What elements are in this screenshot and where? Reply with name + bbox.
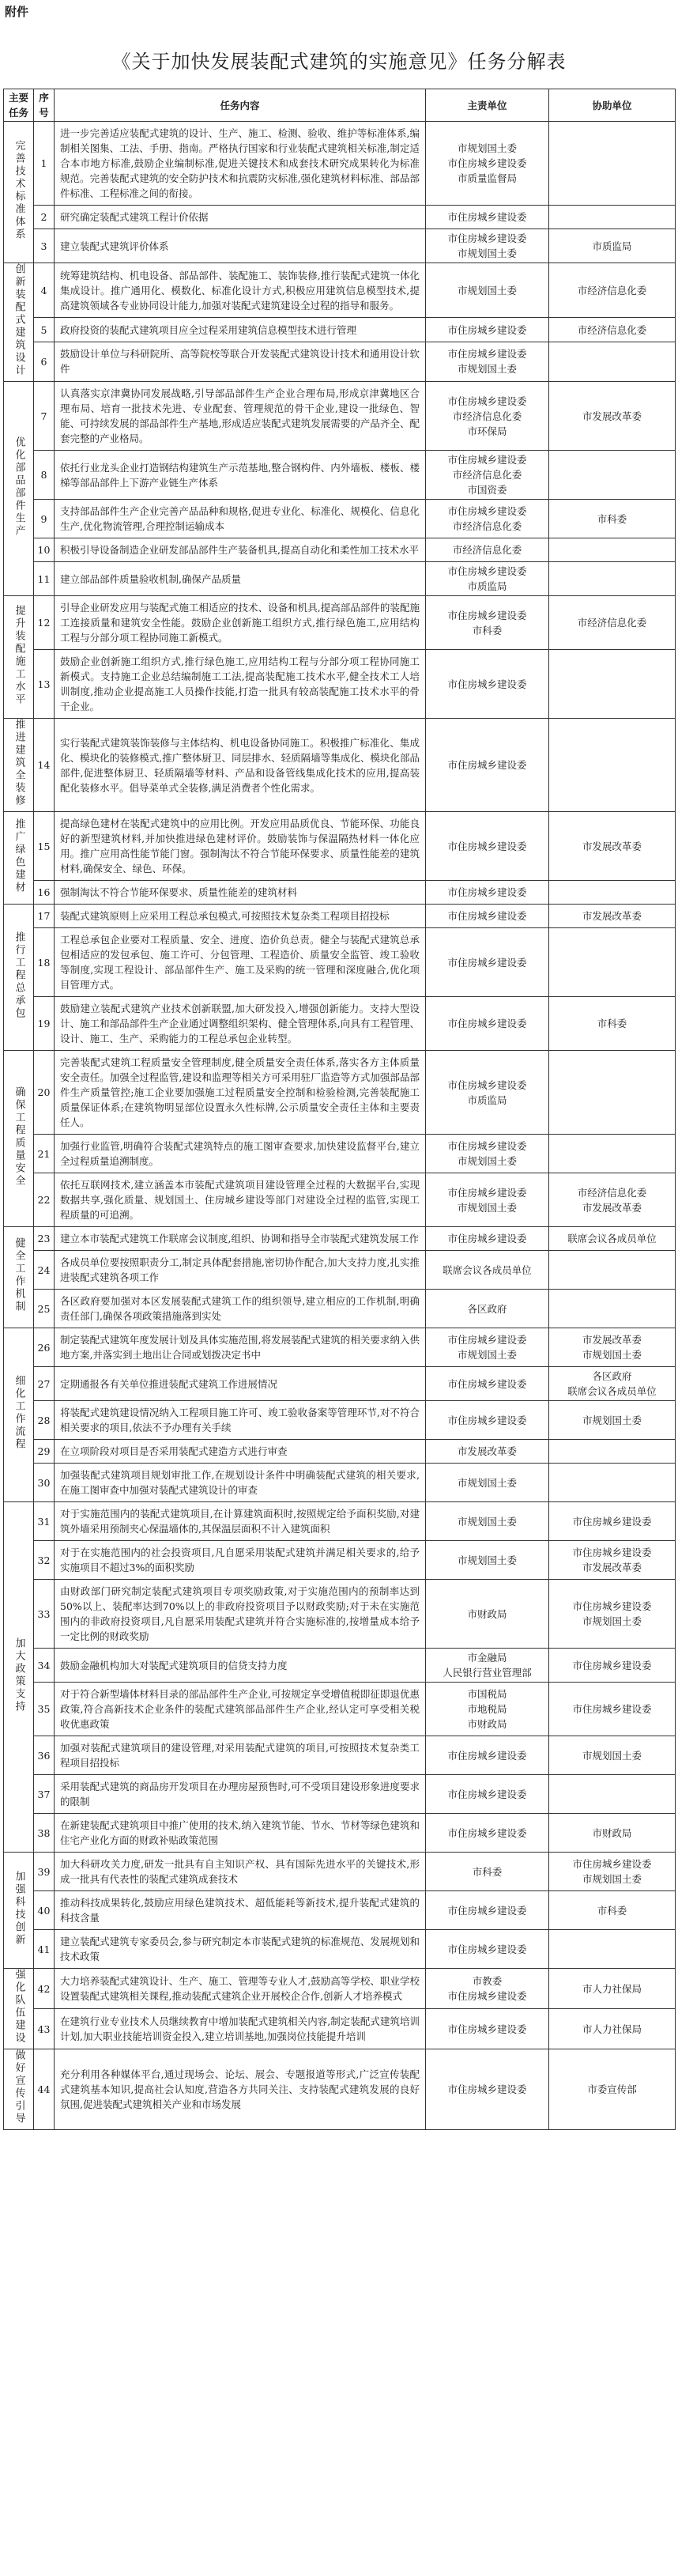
- table-row: [4, 451, 676, 500]
- header-lead: 主责单位: [426, 89, 549, 122]
- task-group-name: 强化队伍建设: [13, 1969, 25, 2045]
- table-row: [4, 2049, 676, 2130]
- row-number: 21: [34, 1135, 55, 1173]
- task-content: 强制淘汰不符合节能环保要求、质量性能差的建筑材料: [55, 881, 426, 905]
- lead-unit: 联席会议各成员单位: [426, 1251, 549, 1290]
- assist-unit: 市委宣传部: [549, 2049, 676, 2130]
- task-group-cell: [4, 2049, 34, 2130]
- row-number: 4: [34, 263, 55, 318]
- task-content: 建立装配式建筑评价体系: [55, 229, 426, 263]
- task-content: 引导企业研发应用与装配式施工相适应的技术、设备和机具,提高部品部件的装配施工连接质量和建筑安全性能。鼓励企业创新施工组织方式,推行绿色施工,应用结构工程与分部分项工程协同施工新模式。: [55, 596, 426, 650]
- assist-unit: [549, 1775, 676, 1814]
- assist-unit: [549, 928, 676, 997]
- lead-unit: 市住房城乡建设委 市质监局: [426, 562, 549, 596]
- table-row: [4, 1891, 676, 1930]
- task-content: 积极引导设备制造企业研发部品部件生产装备机具,提高自动化和柔性加工技术水平: [55, 538, 426, 562]
- page-title: 《关于加快发展装配式建筑的实施意见》任务分解表: [111, 51, 567, 73]
- table-row: [4, 1930, 676, 1969]
- task-content: 加大科研攻关力度,研发一批具有自主知识产权、具有国际先进水平的关键技术,形成一批具有代表性的装配式建筑成套技术: [55, 1853, 426, 1891]
- table-row: [4, 1775, 676, 1814]
- row-number: 28: [34, 1401, 55, 1440]
- task-group-name: 加强科技创新: [13, 1870, 25, 1947]
- lead-unit: 市规划国土委: [426, 1541, 549, 1580]
- lead-unit: 市住房城乡建设委: [426, 318, 549, 342]
- lead-unit: 市住房城乡建设委 市规划国土委: [426, 229, 549, 263]
- row-number: 13: [34, 650, 55, 719]
- row-number: 36: [34, 1736, 55, 1775]
- assist-unit: 市住房城乡建设委: [549, 1683, 676, 1736]
- lead-unit: 市住房城乡建设委: [426, 1891, 549, 1930]
- task-group-name: 完善技术标准体系: [13, 139, 25, 241]
- row-number: 23: [34, 1227, 55, 1251]
- task-group-name: 推行工程总承包: [13, 931, 25, 1020]
- assist-unit: 市人力社保局: [549, 1969, 676, 2009]
- task-content: 统筹建筑结构、机电设备、部品部件、装配施工、装饰装修,推行装配式建筑一体化集成设计。推广通用化、模数化、标准化设计方式,积极应用建筑信息模型技术,提高建筑领域各专业协同设计能力,加强对装配式建筑建设全过程的指导和服务。: [55, 263, 426, 318]
- lead-unit: 市住房城乡建设委: [426, 881, 549, 905]
- row-number: 19: [34, 997, 55, 1051]
- assist-unit: 市人力社保局: [549, 2009, 676, 2049]
- lead-unit: 市住房城乡建设委: [426, 206, 549, 229]
- task-group-cell: [4, 1969, 34, 2049]
- lead-unit: 市住房城乡建设委 市科委: [426, 596, 549, 650]
- table-row: [4, 538, 676, 562]
- row-number: 38: [34, 1814, 55, 1853]
- assist-unit: [549, 122, 676, 206]
- lead-unit: 市住房城乡建设委: [426, 2049, 549, 2130]
- row-number: 24: [34, 1251, 55, 1290]
- lead-unit: 市住房城乡建设委 市规划国土委: [426, 1173, 549, 1227]
- row-number: 39: [34, 1853, 55, 1891]
- lead-unit: 市住房城乡建设委: [426, 1401, 549, 1440]
- header-task: 任务内容: [55, 89, 426, 122]
- row-number: 31: [34, 1502, 55, 1541]
- assist-unit: [549, 650, 676, 719]
- task-group-cell: [4, 719, 34, 812]
- task-content: 认真落实京津冀协同发展战略,引导部品部件生产企业合理布局,形成京津冀地区合理布局、培育一批技术先进、专业配套、管理规范的骨干企业,建设一批绿色、智能、可持续发展的部品部件生产基地,形成适应装配式建筑发展需要的产品齐全、配套完整的产业格局。: [55, 382, 426, 451]
- assist-unit: 联席会议各成员单位: [549, 1227, 676, 1251]
- task-group-name: 推广绿色建材: [13, 818, 25, 894]
- row-number: 12: [34, 596, 55, 650]
- assist-unit: 市发展改革委 市规划国土委: [549, 1328, 676, 1367]
- row-number: 17: [34, 905, 55, 928]
- task-content: 鼓励金融机构加大对装配式建筑项目的信贷支持力度: [55, 1649, 426, 1683]
- row-number: 15: [34, 812, 55, 881]
- task-content: 定期通报各有关单位推进装配式建筑工作进展情况: [55, 1367, 426, 1401]
- task-group-name: 细化工作流程: [13, 1375, 25, 1451]
- table-row: [4, 881, 676, 905]
- row-number: 2: [34, 206, 55, 229]
- lead-unit: 市住房城乡建设委: [426, 1930, 549, 1969]
- assist-unit: 市经济信息化委 市发展改革委: [549, 1173, 676, 1227]
- lead-unit: 市国税局 市地税局 市财政局: [426, 1683, 549, 1736]
- task-group-cell: [4, 1502, 34, 1853]
- table-row: [4, 1580, 676, 1649]
- assist-unit: 市住房城乡建设委: [549, 1649, 676, 1683]
- task-group-name: 提升装配施工水平: [13, 604, 25, 706]
- task-content: 装配式建筑原则上应采用工程总承包模式,可按照技术复杂类工程项目招投标: [55, 905, 426, 928]
- assist-unit: [549, 451, 676, 500]
- task-content: 政府投资的装配式建筑项目应全过程采用建筑信息模型技术进行管理: [55, 318, 426, 342]
- assist-unit: 市住房城乡建设委 市发展改革委: [549, 1541, 676, 1580]
- assist-unit: 市经济信息化委: [549, 596, 676, 650]
- lead-unit: 市住房城乡建设委: [426, 1775, 549, 1814]
- table-row: [4, 1251, 676, 1290]
- row-number: 7: [34, 382, 55, 451]
- lead-unit: 市发展改革委: [426, 1440, 549, 1464]
- row-number: 42: [34, 1969, 55, 2009]
- lead-unit: 市住房城乡建设委 市规划国土委: [426, 342, 549, 381]
- table-row: [4, 650, 676, 719]
- task-content: 推动科技成果转化,鼓励应用绿色建筑技术、超低能耗等新技术,提升装配式建筑的科技含量: [55, 1891, 426, 1930]
- header-assist: 协助单位: [549, 89, 676, 122]
- task-group-cell: [4, 1227, 34, 1328]
- lead-unit: 市规划国土委: [426, 1502, 549, 1541]
- row-number: 44: [34, 2049, 55, 2130]
- lead-unit: 市住房城乡建设委: [426, 650, 549, 719]
- lead-unit: 市住房城乡建设委: [426, 1736, 549, 1775]
- task-content: 采用装配式建筑的商品房开发项目在办理房屋预售时,可不受项目建设形象进度要求的限制: [55, 1775, 426, 1814]
- table-row: [4, 997, 676, 1051]
- table-row: [4, 1440, 676, 1464]
- task-content: 在立项阶段对项目是否采用装配式建造方式进行审查: [55, 1440, 426, 1464]
- assist-unit: 市质监局: [549, 229, 676, 263]
- assist-unit: 各区政府 联席会议各成员单位: [549, 1367, 676, 1401]
- assist-unit: 市科委: [549, 1891, 676, 1930]
- table-row: [4, 1227, 676, 1251]
- task-content: 在新建装配式建筑项目中推广使用的技术,纳入建筑节能、节水、节材等绿色建筑和住宅产业化方面的财政补贴政策范围: [55, 1814, 426, 1853]
- table-row: [4, 1541, 676, 1580]
- table-row: [4, 1367, 676, 1401]
- task-content: 进一步完善适应装配式建筑的设计、生产、施工、检测、验收、维护等标准体系,编制相关图集、工法、手册、指南。严格执行国家和行业装配式建筑相关标准,制定适合本市地方标准,鼓励企业编制标准,促进关键技术和成套技术研究成果转化为标准规范。完善装配式建筑的安全防护技术和抗震防灾标准,强化建筑材料标准、部品部件标准、工程标准之间的衔接。: [55, 122, 426, 206]
- task-group-name: 加大政策支持: [13, 1637, 25, 1713]
- task-group-name: 创新装配式建筑设计: [13, 263, 25, 377]
- task-content: 加强对装配式建筑项目的建设管理,对采用装配式建筑的项目,可按照技术复杂类工程项目招投标: [55, 1736, 426, 1775]
- table-row: [4, 1401, 676, 1440]
- task-group-cell: [4, 812, 34, 905]
- task-content: 实行装配式建筑装饰装修与主体结构、机电设备协同施工。积极推广标准化、集成化、模块化的装修模式,推广整体厨卫、同层排水、轻质隔墙等集成化、模块化部品部件,促进整体厨卫、轻质隔墙等材料、产品和设备管线集成化技术的应用,提高装配化装修水平。倡导菜单式全装修,满足消费者个性化需求。: [55, 719, 426, 812]
- lead-unit: 市住房城乡建设委: [426, 905, 549, 928]
- task-content: 支持部品部件生产企业完善产品品种和规格,促进专业化、标准化、规模化、信息化生产,优化物流管理,合理控制运输成本: [55, 500, 426, 538]
- table-row: [4, 2009, 676, 2049]
- table-row: [4, 596, 676, 650]
- assist-unit: [549, 1290, 676, 1328]
- task-group-cell: [4, 905, 34, 1051]
- lead-unit: 市住房城乡建设委: [426, 1814, 549, 1853]
- row-number: 3: [34, 229, 55, 263]
- table-row: [4, 342, 676, 381]
- assist-unit: [549, 1135, 676, 1173]
- task-group-cell: [4, 596, 34, 719]
- task-group-name: 优化部品部件生产: [13, 436, 25, 538]
- assist-unit: 市科委: [549, 500, 676, 538]
- row-number: 6: [34, 342, 55, 381]
- table-row: [4, 1969, 676, 2009]
- table-row: [4, 1502, 676, 1541]
- lead-unit: 市规划国土委 市住房城乡建设委 市质量监督局: [426, 122, 549, 206]
- task-content: 鼓励企业创新施工组织方式,推行绿色施工,应用结构工程与分部分项工程协同施工新模式。支持施工企业总结编制施工工法,提高装配施工技术水平,健全技术工人培训制度,推动企业提高施工人员操作技能,打造一批具有较高装配施工技术水平的骨干企业。: [55, 650, 426, 719]
- row-number: 20: [34, 1051, 55, 1135]
- table-row: [4, 1051, 676, 1135]
- lead-unit: 市住房城乡建设委 市规划国土委: [426, 1328, 549, 1367]
- task-content: 由财政部门研究制定装配式建筑项目专项奖励政策,对于实施范围内的预制率达到50%以上、装配率达到70%以上的非政府投资项目予以财政奖励;对于未在实施范围内的非政府投资项目,凡自愿采用装配式建筑并符合实施标准的,按增量成本给予一定比例的财政奖励: [55, 1580, 426, 1649]
- row-number: 40: [34, 1891, 55, 1930]
- task-group-cell: [4, 1853, 34, 1969]
- table-row: [4, 1328, 676, 1367]
- assist-unit: 市住房城乡建设委 市规划国土委: [549, 1853, 676, 1891]
- assist-unit: 市经济信息化委: [549, 318, 676, 342]
- task-content: 对于实施范围内的装配式建筑项目,在计算建筑面积时,按照规定给予面积奖励,对建筑外墙采用预制夹心保温墙体的,其保温层面积不计入建筑面积: [55, 1502, 426, 1541]
- row-number: 8: [34, 451, 55, 500]
- table-row: [4, 812, 676, 881]
- task-group-name: 确保工程质量安全: [13, 1086, 25, 1188]
- table-row: [4, 122, 676, 206]
- lead-unit: 市金融局 人民银行营业管理部: [426, 1649, 549, 1683]
- lead-unit: 市住房城乡建设委 市经济信息化委 市国资委: [426, 451, 549, 500]
- table-row: [4, 318, 676, 342]
- row-number: 34: [34, 1649, 55, 1683]
- task-group-cell: [4, 382, 34, 596]
- row-number: 22: [34, 1173, 55, 1227]
- table-row: [4, 928, 676, 997]
- task-content: 对于在实施范围内的社会投资项目,凡自愿采用装配式建筑并满足相关要求的,给予实施项目不超过3%的面积奖励: [55, 1541, 426, 1580]
- header-group: 主要任务: [4, 89, 34, 122]
- row-number: 35: [34, 1683, 55, 1736]
- lead-unit: 市住房城乡建设委: [426, 997, 549, 1051]
- task-content: 完善装配式建筑工程质量安全管理制度,健全质量安全责任体系,落实各方主体质量安全责任。加强全过程监管,建设和监理等相关方可采用驻厂监造等方式加强部品部件生产质量管控;施工企业要加强施工过程质量安全控制和检验检测,完善装配施工质量保证体系;在建筑物明显部位设置永久性标牌,公示质量安全责任主体和主要责任人。: [55, 1051, 426, 1135]
- task-group-name: 健全工作机制: [13, 1237, 25, 1313]
- task-content: 提高绿色建材在装配式建筑中的应用比例。开发应用品质优良、节能环保、功能良好的新型建筑材料,并加快推进绿色建材评价。鼓励装饰与保温隔热材料一体化应用。推广应用高性能节能门窗。强制淘汰不符合节能环保要求、质量性能差的建筑材料,确保安全、绿色、环保。: [55, 812, 426, 881]
- assist-unit: [549, 562, 676, 596]
- task-group-cell: [4, 263, 34, 382]
- task-content: 加强装配式建筑项目规划审批工作,在规划设计条件中明确装配式建筑的相关要求,在施工图审查中加强对装配式建筑设计的审查: [55, 1464, 426, 1502]
- table-row: [4, 1853, 676, 1891]
- lead-unit: 市规划国土委: [426, 263, 549, 318]
- assist-unit: 市住房城乡建设委 市规划国土委: [549, 1580, 676, 1649]
- row-number: 25: [34, 1290, 55, 1328]
- assist-unit: 市住房城乡建设委: [549, 1502, 676, 1541]
- table-row: [4, 1736, 676, 1775]
- row-number: 11: [34, 562, 55, 596]
- table-row: [4, 1290, 676, 1328]
- task-content: 依托互联网技术,建立涵盖本市装配式建筑项目建设管理全过程的大数据平台,实现数据共享,强化质量、规划国土、住房城乡建设等部门对建设全过程的监管,实现工程质量的可追溯。: [55, 1173, 426, 1227]
- lead-unit: 市住房城乡建设委: [426, 719, 549, 812]
- task-content: 大力培养装配式建筑设计、生产、施工、管理等专业人才,鼓励高等学校、职业学校设置装配式建筑相关课程,推动装配式建筑企业开展校企合作,创新人才培养模式: [55, 1969, 426, 2009]
- row-number: 10: [34, 538, 55, 562]
- task-content: 鼓励设计单位与科研院所、高等院校等联合开发装配式建筑设计技术和通用设计软件: [55, 342, 426, 381]
- annex-label: 附件: [5, 5, 29, 19]
- lead-unit: 各区政府: [426, 1290, 549, 1328]
- lead-unit: 市住房城乡建设委 市规划国土委: [426, 1135, 549, 1173]
- table-row: [4, 263, 676, 318]
- assist-unit: 市发展改革委: [549, 905, 676, 928]
- assist-unit: [549, 1930, 676, 1969]
- assist-unit: [549, 1464, 676, 1502]
- assist-unit: 市发展改革委: [549, 812, 676, 881]
- table-row: [4, 562, 676, 596]
- assist-unit: [549, 1251, 676, 1290]
- task-content: 建立装配式建筑专家委员会,参与研究制定本市装配式建筑的标准规范、发展规划和技术政策: [55, 1930, 426, 1969]
- row-number: 1: [34, 122, 55, 206]
- assist-unit: [549, 719, 676, 812]
- task-content: 将装配式建筑建设情况纳入工程项目施工许可、竣工验收备案等管理环节,对不符合相关要求的项目,依法不予办理有关手续: [55, 1401, 426, 1440]
- task-group-name: 做好宣传引导: [13, 2049, 25, 2125]
- table-row: [4, 1464, 676, 1502]
- table-row: [4, 206, 676, 229]
- task-content: 建立本市装配式建筑工作联席会议制度,组织、协调和指导全市装配式建筑发展工作: [55, 1227, 426, 1251]
- row-number: 32: [34, 1541, 55, 1580]
- task-content: 对于符合新型墙体材料目录的部品部件生产企业,可按规定享受增值税即征即退优惠政策,符合高新技术企业条件的装配式建筑部品部件生产企业,经认定可享受相关税收优惠政策: [55, 1683, 426, 1736]
- task-content: 充分利用各种媒体平台,通过现场会、论坛、展会、专题报道等形式,广泛宣传装配式建筑基本知识,提高社会认知度,营造各方共同关注、支持装配式建筑发展的良好氛围,促进装配式建筑相关产业和市场发展: [55, 2049, 426, 2130]
- lead-unit: 市住房城乡建设委: [426, 2009, 549, 2049]
- assist-unit: [549, 206, 676, 229]
- row-number: 9: [34, 500, 55, 538]
- assist-unit: 市发展改革委: [549, 382, 676, 451]
- lead-unit: 市住房城乡建设委: [426, 1227, 549, 1251]
- table-row: [4, 229, 676, 263]
- assist-unit: 市经济信息化委: [549, 263, 676, 318]
- table-row: [4, 905, 676, 928]
- task-content: 建立部品部件质量验收机制,确保产品质量: [55, 562, 426, 596]
- task-content: 工程总承包企业要对工程质量、安全、进度、造价负总责。健全与装配式建筑总承包相适应的发包承包、施工许可、分包管理、工程造价、质量安全监管、竣工验收等制度,实现工程设计、部品部件生产、施工及采购的统一管理和深度融合,优化项目管理方式。: [55, 928, 426, 997]
- lead-unit: 市住房城乡建设委 市经济信息化委: [426, 500, 549, 538]
- table-row: [4, 1173, 676, 1227]
- task-content: 在建筑行业专业技术人员继续教育中增加装配式建筑相关内容,制定装配式建筑培训计划,加大职业技能培训资金投入,建立培训基地,加强岗位技能提升培训: [55, 2009, 426, 2049]
- task-group-cell: [4, 1328, 34, 1502]
- lead-unit: 市住房城乡建设委: [426, 1367, 549, 1401]
- row-number: 5: [34, 318, 55, 342]
- task-content: 加强行业监管,明确符合装配式建筑特点的施工图审查要求,加快建设监督平台,建立全过程质量追溯制度。: [55, 1135, 426, 1173]
- task-content: 制定装配式建筑年度发展计划及具体实施范围,将发展装配式建筑的相关要求纳入供地方案,并落实到土地出让合同或划拨决定书中: [55, 1328, 426, 1367]
- task-content: 各成员单位要按照职责分工,制定具体配套措施,密切协作配合,加大支持力度,扎实推进装配式建筑各项工作: [55, 1251, 426, 1290]
- task-content: 各区政府要加强对本区发展装配式建筑工作的组织领导,建立相应的工作机制,明确责任部门,确保各项政策措施落到实处: [55, 1290, 426, 1328]
- lead-unit: 市财政局: [426, 1580, 549, 1649]
- lead-unit: 市科委: [426, 1853, 549, 1891]
- lead-unit: 市住房城乡建设委: [426, 928, 549, 997]
- task-content: 鼓励建立装配式建筑产业技术创新联盟,加大研发投入,增强创新能力。支持大型设计、施工和部品部件生产企业通过调整组织架构、健全管理体系,向具有工程管理、设计、施工、生产、采购能力的工程总承包企业转型。: [55, 997, 426, 1051]
- table-row: [4, 1135, 676, 1173]
- assist-unit: [549, 342, 676, 381]
- assist-unit: 市规划国土委: [549, 1736, 676, 1775]
- table-row: [4, 1814, 676, 1853]
- row-number: 18: [34, 928, 55, 997]
- task-content: 研究确定装配式建筑工程计价依据: [55, 206, 426, 229]
- row-number: 16: [34, 881, 55, 905]
- lead-unit: 市住房城乡建设委: [426, 812, 549, 881]
- lead-unit: 市住房城乡建设委 市质监局: [426, 1051, 549, 1135]
- assist-unit: [549, 1051, 676, 1135]
- table-row: [4, 1683, 676, 1736]
- task-table: [3, 89, 676, 2130]
- table-row: [4, 382, 676, 451]
- row-number: 43: [34, 2009, 55, 2049]
- task-content: 依托行业龙头企业打造钢结构建筑生产示范基地,整合钢构件、内外墙板、楼板、楼梯等部品部件上下游产业链生产体系: [55, 451, 426, 500]
- assist-unit: 市财政局: [549, 1814, 676, 1853]
- lead-unit: 市教委 市住房城乡建设委: [426, 1969, 549, 2009]
- lead-unit: 市经济信息化委: [426, 538, 549, 562]
- lead-unit: 市规划国土委: [426, 1464, 549, 1502]
- assist-unit: 市规划国土委: [549, 1401, 676, 1440]
- row-number: 29: [34, 1440, 55, 1464]
- row-number: 33: [34, 1580, 55, 1649]
- assist-unit: 市科委: [549, 997, 676, 1051]
- table-row: [4, 719, 676, 812]
- table-row: [4, 500, 676, 538]
- assist-unit: [549, 538, 676, 562]
- task-group-name: 推进建筑全装修: [13, 719, 25, 807]
- task-group-cell: [4, 1051, 34, 1227]
- row-number: 26: [34, 1328, 55, 1367]
- table-header-row: [4, 89, 676, 122]
- row-number: 41: [34, 1930, 55, 1969]
- row-number: 27: [34, 1367, 55, 1401]
- task-group-cell: [4, 122, 34, 263]
- row-number: 37: [34, 1775, 55, 1814]
- table-row: [4, 1649, 676, 1683]
- header-no: 序号: [34, 89, 55, 122]
- lead-unit: 市住房城乡建设委 市经济信息化委 市环保局: [426, 382, 549, 451]
- assist-unit: [549, 881, 676, 905]
- row-number: 14: [34, 719, 55, 812]
- assist-unit: [549, 1440, 676, 1464]
- table-body: [4, 122, 676, 2130]
- row-number: 30: [34, 1464, 55, 1502]
